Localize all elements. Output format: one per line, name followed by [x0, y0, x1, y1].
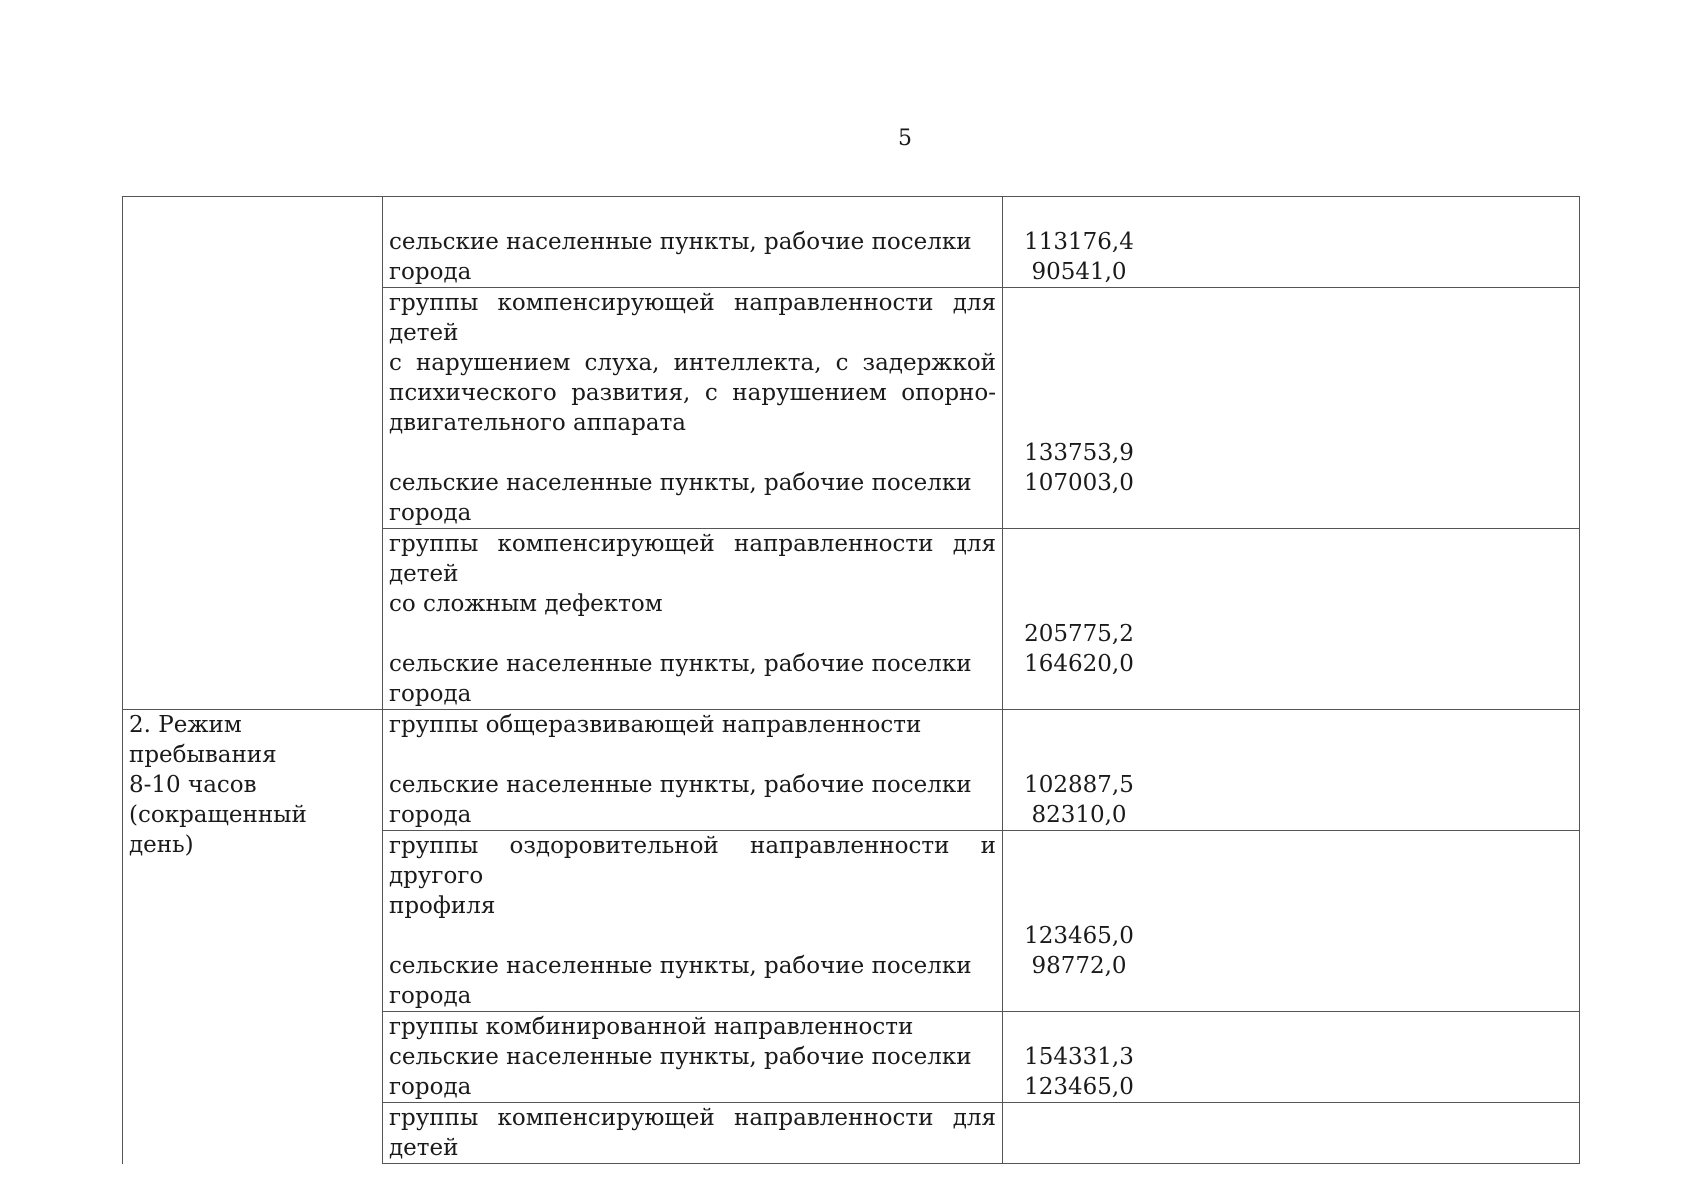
value-rural: 133753,9 — [1024, 440, 1134, 466]
group-cell — [383, 529, 1003, 710]
group-title-line: со сложным дефектом — [389, 591, 663, 617]
group-title-line: группы общеразвивающей направленности — [389, 712, 922, 738]
group-cell — [383, 288, 1003, 529]
group-cell — [383, 831, 1003, 1012]
group-cell — [383, 1103, 1003, 1164]
value-rural: 113176,4 — [1024, 229, 1134, 255]
group-title-line: двигательного аппарата — [389, 410, 687, 436]
group-cell — [383, 1012, 1003, 1103]
value-rural: 123465,0 — [1024, 923, 1134, 949]
mode-title-line: (сокращенный день) — [129, 802, 307, 858]
settlement-city-label: города — [389, 802, 472, 828]
group-cell — [383, 197, 1003, 288]
value-city: 82310,0 — [1031, 802, 1127, 828]
value-city: 98772,0 — [1031, 953, 1127, 979]
settlement-city-label: города — [389, 259, 472, 285]
group-title-line: группы оздоровительной направленности и другого — [389, 833, 996, 889]
settlement-rural-label: сельские населенные пункты, рабочие поселки — [389, 1044, 972, 1070]
table-row — [123, 710, 1580, 831]
value-cell — [1003, 529, 1580, 710]
value-cell — [1003, 1012, 1580, 1103]
table-row — [123, 197, 1580, 288]
value-cell — [1003, 710, 1580, 831]
value-city: 123465,0 — [1024, 1074, 1134, 1100]
settlement-rural-label: сельские населенные пункты, рабочие поселки — [389, 470, 972, 496]
settlement-rural-label: сельские населенные пункты, рабочие поселки — [389, 953, 972, 979]
settlement-city-label: города — [389, 1074, 472, 1100]
group-title-line: психического развития, с нарушением опорно- — [389, 380, 996, 406]
group-title-line: профиля — [389, 893, 496, 919]
settlement-rural-label: сельские населенные пункты, рабочие поселки — [389, 772, 972, 798]
group-title-line: группы компенсирующей направленности для детей — [389, 531, 996, 587]
settlement-rural-label: сельские населенные пункты, рабочие поселки — [389, 229, 972, 255]
settlement-city-label: города — [389, 983, 472, 1009]
value-cell — [1003, 197, 1580, 288]
value-rural: 205775,2 — [1024, 621, 1134, 647]
tariff-table — [122, 196, 1580, 1164]
settlement-city-label: города — [389, 681, 472, 707]
value-rural: 102887,5 — [1024, 772, 1134, 798]
value-cell — [1003, 1103, 1580, 1164]
value-rural: 154331,3 — [1024, 1044, 1134, 1070]
value-cell — [1003, 288, 1580, 529]
settlement-rural-label: сельские населенные пункты, рабочие поселки — [389, 651, 972, 677]
mode-title-line: 2. Режим пребывания — [129, 712, 277, 768]
group-cell — [383, 710, 1003, 831]
settlement-city-label: города — [389, 500, 472, 526]
page-number: 5 — [898, 126, 912, 151]
mode-title-line: 8-10 часов — [129, 772, 257, 798]
group-title-line: с нарушением слуха, интеллекта, с задержкой — [389, 350, 996, 376]
mode-cell — [123, 710, 383, 1164]
value-city: 164620,0 — [1024, 651, 1134, 677]
group-title-line: группы комбинированной направленности — [389, 1014, 914, 1040]
value-city: 107003,0 — [1024, 470, 1134, 496]
group-title-line: группы компенсирующей направленности для детей — [389, 1105, 996, 1161]
value-cell — [1003, 831, 1580, 1012]
group-title-line: группы компенсирующей направленности для детей — [389, 290, 996, 346]
value-city: 90541,0 — [1031, 259, 1127, 285]
mode-cell-continued — [123, 197, 383, 710]
